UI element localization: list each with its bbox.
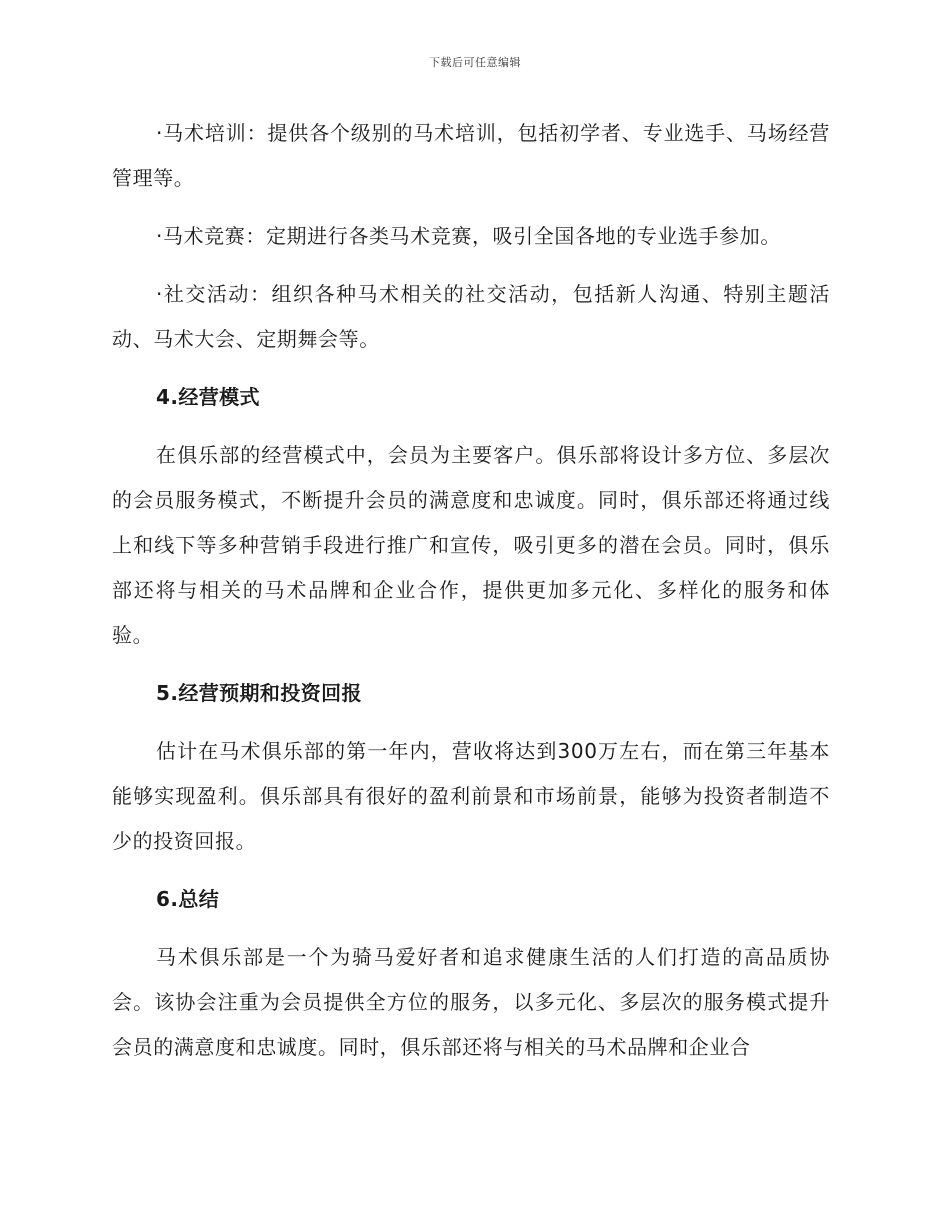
section-paragraph-4: 在俱乐部的经营模式中，会员为主要客户。俱乐部将设计多方位、多层次的会员服务模式，不断提升会员的满意度和忠诚度。同时，俱乐部还将通过线上和线下等多种营销手段进行推广和宣传，吸引更多的潜在会员。同时，俱乐部还将与相关的马术品牌和企业合作，提供更加多元化、多样化的服务和体验。 <box>112 443 830 647</box>
section-heading-5: 5.经营预期和投资回报 <box>156 681 362 705</box>
section-heading-6: 6.总结 <box>156 887 220 911</box>
section-heading-4: 4.经营模式 <box>156 385 260 409</box>
section-paragraph-5: 估计在马术俱乐部的第一年内，营收将达到300万左右，而在第三年基本能够实现盈利。俱乐部具有很好的盈利前景和市场前景，能够为投资者制造不少的投资回报。 <box>112 739 830 853</box>
bullet-training: ·马术培训：提供各个级别的马术培训，包括初学者、专业选手、马场经营管理等。 <box>112 121 830 190</box>
document-body <box>112 111 830 1070</box>
section-paragraph-6: 马术俱乐部是一个为骑马爱好者和追求健康生活的人们打造的高品质协会。该协会注重为会员提供全方位的服务，以多元化、多层次的服务模式提升会员的满意度和忠诚度。同时，俱乐部还将与相关的马术品牌和企业合 <box>112 945 830 1059</box>
bullet-competition: ·马术竞赛：定期进行各类马术竞赛，吸引全国各地的专业选手参加。 <box>156 224 781 248</box>
bullet-social: ·社交活动：组织各种马术相关的社交活动，包括新人沟通、特别主题活动、马术大会、定期舞会等。 <box>112 282 830 351</box>
header-note: 下载后可任意编辑 <box>429 56 521 69</box>
